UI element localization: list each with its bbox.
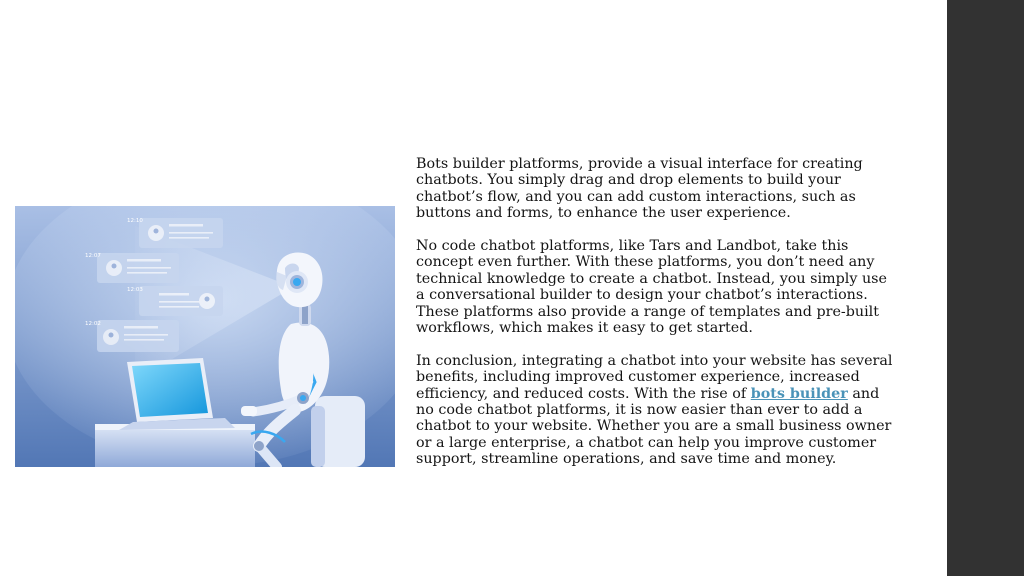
- paragraph-bots-builder: Bots builder platforms, provide a visual interface for creating chatbots. You simply drag and drop elements to build your chatbot’s flow, and you can add custom interactions, such as buttons and forms, to enhance the user experience.: [416, 156, 863, 222]
- bubble-time: 12:02: [85, 321, 101, 327]
- desk: [95, 428, 255, 467]
- paragraph-no-code: No code chatbot platforms, like Tars and Landbot, take this concept even further. With these platforms, you don’t need any technical knowledge to create a chatbot. Instead, you simply use a conversational builder to design your chatbot’s interactions. These platforms also provide a range of templates and pre-built workflows, which makes it easy to get started.: [416, 238, 887, 337]
- bots-builder-link[interactable]: bots builder: [750, 385, 848, 402]
- chat-bubble: [139, 218, 223, 248]
- chat-bubble: [97, 320, 179, 352]
- side-strip: [947, 0, 1024, 576]
- bubble-time: 12:10: [127, 218, 143, 224]
- chat-bubble: [139, 286, 223, 316]
- robot-chatbot-illustration: [15, 206, 395, 467]
- bubble-time: 12:07: [85, 253, 101, 259]
- bubble-time: 12:03: [127, 287, 143, 293]
- conclusion-text-start: In conclusion, integrating a chatbot into your website has several benefits, including improved customer experience, increased efficiency, and reduced costs. With the rise of: [416, 352, 893, 402]
- robot-chair: [311, 396, 365, 467]
- paragraph-conclusion: [416, 353, 896, 468]
- body-text: [416, 156, 896, 484]
- chat-bubble: [97, 253, 179, 283]
- conclusion-text-end: and no code chatbot platforms, it is now easier than ever to add a chatbot to your website. Whether you are a small business owner or a large enterprise, a chatbot can help you improve customer support, streamline operations, and save time and money.: [416, 385, 892, 468]
